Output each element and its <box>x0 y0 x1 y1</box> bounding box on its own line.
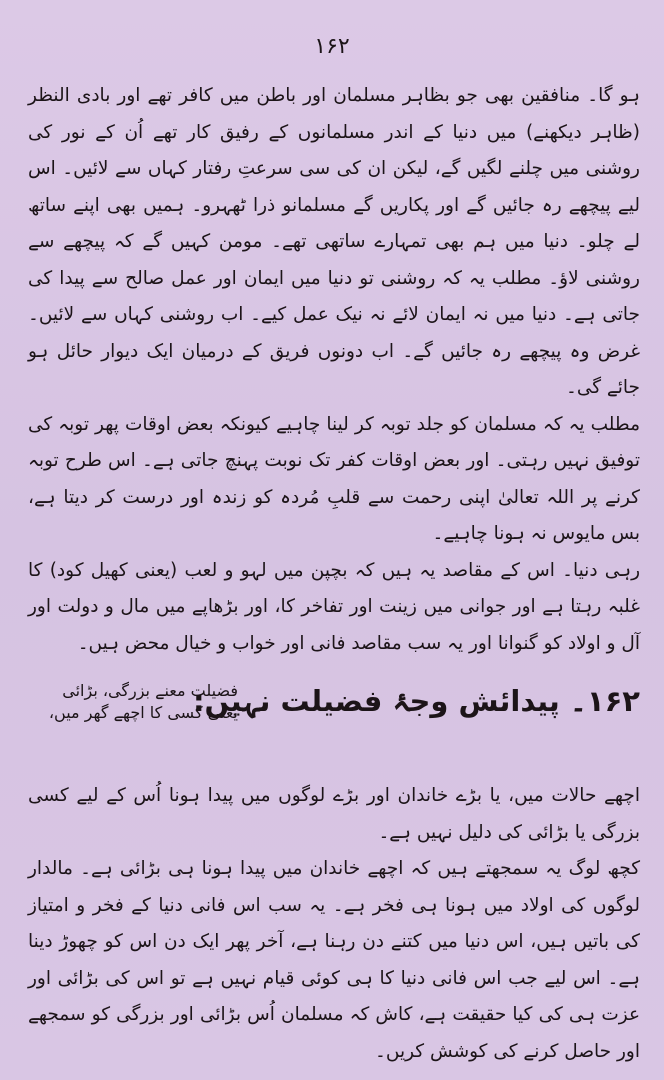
paragraph-repentance: مطلب یہ کہ مسلمان کو جلد توبہ کر لینا چاہیے کیونکہ بعض اوقات پھر توبہ کی توفیق نہیں رہتی۔ اور بعض اوقات کفر تک نوبت پہنچ جاتی ہے۔ اس طرح توبہ کرنے پر اللہ تعالیٰ اپنی رحمت سے قلبِ مُردہ کو زندہ اور درست کر دیتا ہے، بس مایوس نہ ہونا چاہیے۔ <box>28 413 640 544</box>
page-number: ۱۶۲ <box>314 34 350 59</box>
paragraph-birth-not-merit: اچھے حالات میں، یا بڑے خاندان اور بڑے لوگوں میں پیدا ہونا اُس کے لیے کسی بزرگی یا بڑائی کی دلیل نہیں ہے۔ <box>28 785 640 843</box>
paragraph-hypocrites: ہو گا۔ منافقین بھی جو بظاہر مسلمان اور باطن میں کافر تھے اور بادی النظر (ظاہر دیکھنے) میں دنیا کے اندر مسلمانوں کے رفیق کار تھے اُن کے نور کی روشنی میں چلنے لگیں گے، لیکن ان کی سی سرعتِ رفتار کہاں سے لائیں۔ اس لیے پیچھے رہ جائیں گے اور پکاریں گے مسلمانو ذرا ٹھہرو۔ ہمیں بھی اپنے ساتھ لے چلو۔ دنیا میں ہم بھی تمہارے ساتھی تھے۔ مومن کہیں گے کہ پیچھے سے روشنی لاؤ۔ مطلب یہ کہ روشنی تو دنیا میں ایمان اور عمل صالح سے پیدا کی جاتی ہے۔ دنیا میں نہ ایمان لائے نہ نیک عمل کیے۔ اب روشنی کہاں سے لائیں۔ غرض وہ پیچھے رہ جائیں گے۔ اب دونوں فریق کے درمیان ایک دیوار حائل ہو جائے گی۔ <box>28 85 640 398</box>
section-title-gloss <box>28 680 238 724</box>
intro-line: یعنی کسی کا اچھے گھر میں، <box>48 703 238 722</box>
paragraph-world-aims: رہی دنیا۔ اس کے مقاصد یہ ہیں کہ بچپن میں لہو و لعب (یعنی کھیل کود) کا غلبہ رہتا ہے اور جوانی میں زینت اور تفاخر کا، اور بڑھاپے میں مال و دولت اور آل و اولاد کو گنوانا اور یہ سب مقاصد فانی اور خواب و خیال محض ہیں۔ <box>28 559 640 654</box>
paragraph-worldly-pride: کچھ لوگ یہ سمجھتے ہیں کہ اچھے خاندان میں پیدا ہونا ہی بڑائی ہے۔ مالدار لوگوں کی اولاد میں ہونا ہی فخر ہے۔ یہ سب اس فانی دنیا کے فخر و امتیاز کی باتیں ہیں، اس دنیا میں کتنے دن رہنا ہے، آخر پھر ایک دن اس کو چھوڑ دینا ہے۔ اس لیے جب اس فانی دنیا کا ہی کوئی قیام نہیں ہے تو اس کی بڑائی اور عزت ہی کی کیا حقیقت ہے، کاش کہ مسلمان اُس بڑائی اور بزرگی کو سمجھے اور حاصل کرنے کی کوشش کریں۔ <box>28 858 640 1062</box>
top-text-block <box>28 78 640 662</box>
bottom-text-block <box>28 778 640 1070</box>
gloss-text: فضیلت معنے بزرگی، بڑائی <box>62 681 238 700</box>
section-title: ۱۶۲۔ پیدائش وجۂ فضیلت نہیں: <box>192 684 640 718</box>
section-heading <box>28 680 640 732</box>
